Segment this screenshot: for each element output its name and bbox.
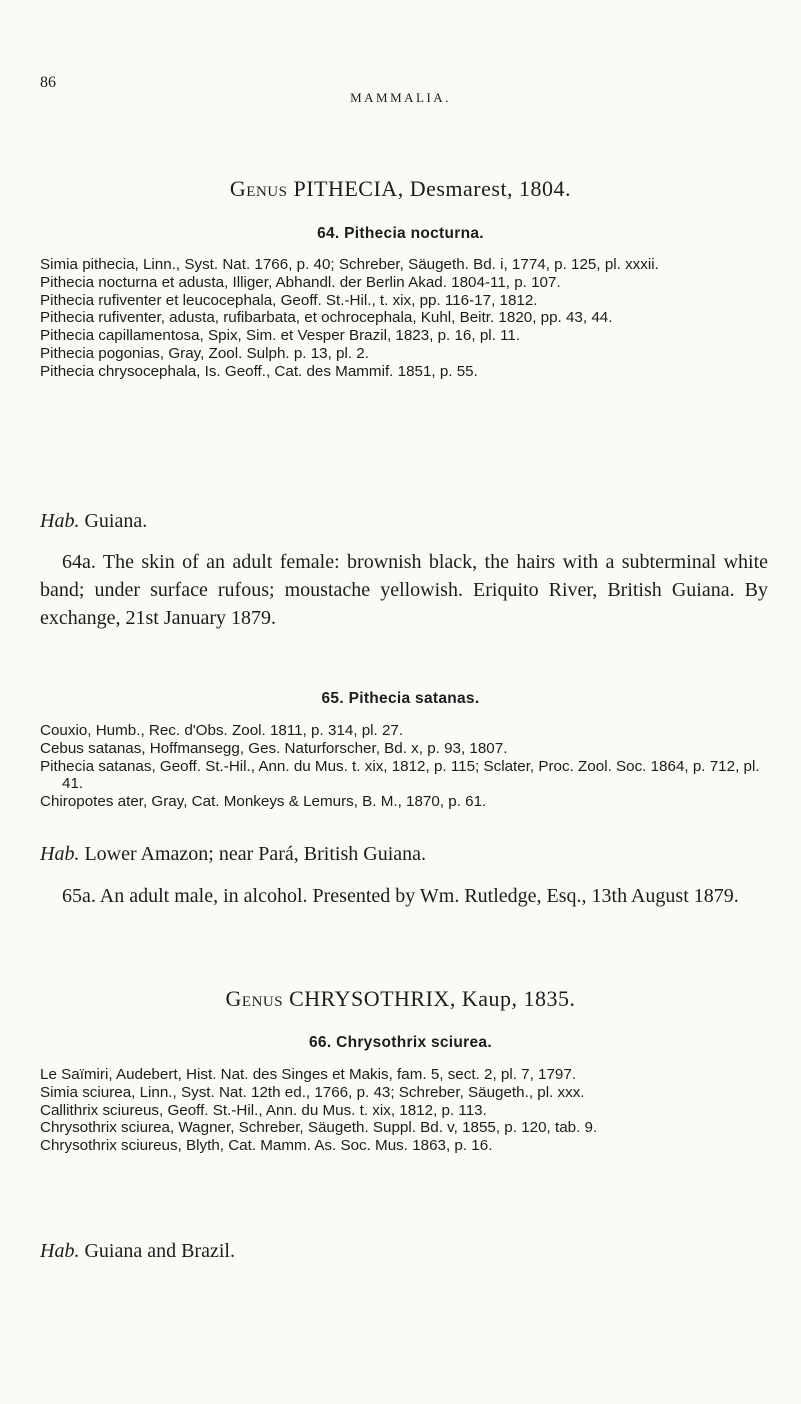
synonym-entry: Pithecia rufiventer et leucocephala, Geoff. St.-Hil., t. xix, pp. 116-17, 1812. [40,291,538,309]
synonym-entry: Simia sciurea, Linn., Syst. Nat. 12th ed., 1766, p. 43; Schreber, Säugeth., pl. xxx. [40,1083,585,1101]
genus-label: Genus [229,176,288,201]
synonym-entry: Chrysothrix sciureus, Blyth, Cat. Mamm. As. Soc. Mus. 1863, p. 16. [40,1137,493,1155]
species-heading: 66. Chrysothrix sciurea. [309,1034,492,1051]
genus-label: Genus [225,986,284,1011]
genus-heading [0,986,801,1012]
synonym-entry: Cebus satanas, Hoffmansegg, Ges. Naturforscher, Bd. x, p. 93, 1807. [40,739,508,757]
synonym-entry: Le Saïmiri, Audebert, Hist. Nat. des Singes et Makis, fam. 5, sect. 2, pl. 7, 1797. [40,1066,577,1083]
synonym-entry: Pithecia pogonias, Gray, Zool. Sulph. p. 13, pl. 2. [40,344,369,362]
specimen-note: 65a. An adult male, in alcohol. Presented by Wm. Rutledge, Esq., 13th August 1879. [62,885,739,907]
habitat [40,843,768,866]
synonym-entry: Chrysothrix sciurea, Wagner, Schreber, Säugeth. Suppl. Bd. v, 1855, p. 120, tab. 9. [40,1119,598,1137]
habitat-label: Hab. [40,510,80,532]
page-number: 86 [40,74,56,91]
species-heading: 65. Pithecia satanas. [321,690,480,707]
habitat-label: Hab. [40,843,80,865]
genus-name: CHRYSOTHRIX, Kaup, 1835. [289,986,576,1011]
specimen-note: 64a. The skin of an adult female: brownish black, the hairs with a subterminal white band; under surface rufous; moustache yellowish. Eriquito River, British Guiana. By exchange, 21st January 1879. [40,551,768,629]
species-heading: 64. Pithecia nocturna. [317,225,484,242]
synonym-entry: Pithecia capillamentosa, Spix, Sim. et Vesper Brazil, 1823, p. 16, pl. 11. [40,327,521,345]
running-head: MAMMALIA. [350,90,451,105]
synonym-entry: Pithecia nocturna et adusta, Illiger, Abhandl. der Berlin Akad. 1804-11, p. 107. [40,273,561,291]
synonym-entry: Callithrix sciureus, Geoff. St.-Hil., Ann. du Mus. t. xix, 1812, p. 113. [40,1101,487,1119]
habitat [40,1240,768,1263]
synonym-entry: Chiropotes ater, Gray, Cat. Monkeys & Lemurs, B. M., 1870, p. 61. [40,793,487,811]
genus-name: PITHECIA, Desmarest, 1804. [293,176,572,201]
synonym-entry: Pithecia rufiventer, adusta, rufibarbata, et ochrocephala, Kuhl, Beitr. 1820, pp. 43, 44. [40,309,613,327]
synonym-entry: Pithecia chrysocephala, Is. Geoff., Cat. des Mammif. 1851, p. 55. [40,362,478,380]
habitat [40,510,768,533]
habitat-text: Lower Amazon; near Pará, British Guiana. [84,843,427,865]
synonymy-list [40,256,768,381]
synonymy-list [40,1066,768,1155]
synonymy-list [40,722,768,811]
genus-heading [0,176,801,202]
habitat-label: Hab. [40,1240,80,1262]
habitat-text: Guiana and Brazil. [84,1240,235,1262]
synonym-entry: Couxio, Humb., Rec. d'Obs. Zool. 1811, p. 314, pl. 27. [40,722,404,739]
synonym-entry: Simia pithecia, Linn., Syst. Nat. 1766, p. 40; Schreber, Säugeth. Bd. i, 1774, p. 125, pl. xxxii. [40,256,659,273]
habitat-text: Guiana. [84,510,148,532]
synonym-entry: Pithecia satanas, Geoff. St.-Hil., Ann. du Mus. t. xix, 1812, p. 115; Sclater, Proc. Zool. Soc. 1864, p. 712, pl. 41. [40,757,760,793]
